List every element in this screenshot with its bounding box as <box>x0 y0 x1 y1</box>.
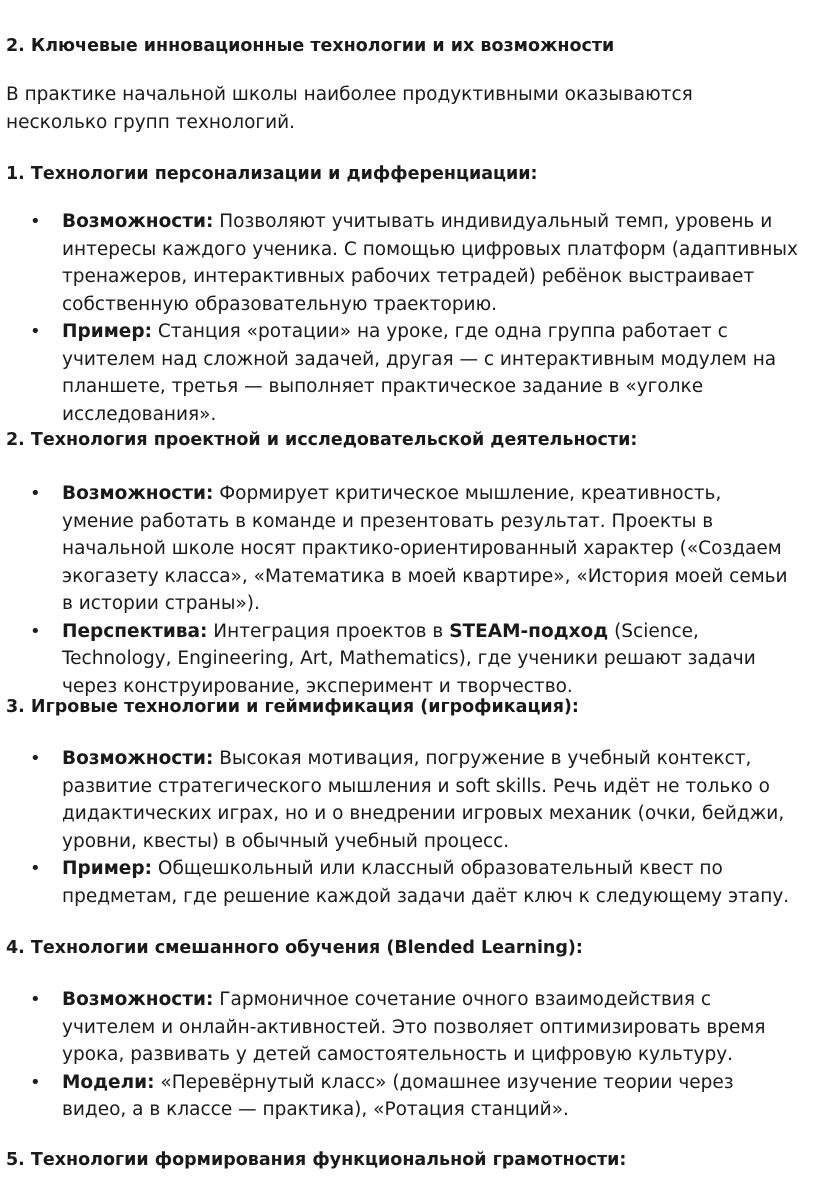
item-text: Позволяют учитывать индивидуальный темп, уровень и интересы каждого ученика. С помощью цифровых платформ (адаптивных тренажеров, интерактивных рабочих тетрадей) ребёнок выстраивает собственную образовательную траекторию. <box>62 211 798 315</box>
list-item <box>30 986 798 1069</box>
item-text: Формирует критическое мышление, креативность, умение работать в команде и презентовать результат. Проекты в начальной школе носят практико-ориентированный характер («Создаем экогазету класса», «Математика в моей квартире», «История моей семьи в истории страны»). <box>62 483 788 614</box>
section-3-list <box>30 745 798 910</box>
list-item <box>30 480 798 618</box>
list-item <box>30 1069 798 1124</box>
bullet-icon: • <box>30 211 41 232</box>
section-2-list <box>30 480 798 700</box>
intro-paragraph: В практике начальной школы наиболее продуктивными оказываются несколько групп технологий. <box>6 84 693 133</box>
item-label: Пример: <box>62 321 152 342</box>
item-label: Возможности: <box>62 483 214 504</box>
list-item <box>30 855 798 910</box>
bullet-icon: • <box>30 748 41 769</box>
list-item <box>30 318 798 428</box>
bullet-icon: • <box>30 1071 41 1093</box>
section-1-title: 1. Технологии персонализации и дифференциации: <box>6 164 538 184</box>
steam-term: STEAM-подход <box>449 620 609 642</box>
section-3-title: 3. Игровые технологии и геймификация (игрофикация): <box>6 697 579 717</box>
item-text: Общешкольный или классный образовательный квест по предметам, где решение каждой задачи даёт ключ к следующему этапу. <box>62 858 790 907</box>
list-item <box>30 208 798 318</box>
item-label: Возможности: <box>62 211 214 232</box>
section-4-list <box>30 986 798 1124</box>
bullet-icon: • <box>30 321 41 342</box>
item-text: «Перевёрнутый класс» (домашнее изучение теории через видео, а в классе — практика), «Ротация станций». <box>62 1071 734 1120</box>
section-2-title: 2. Технология проектной и исследовательской деятельности: <box>6 430 638 450</box>
item-text: (Science, Technology, Engineering, Art, Mathematics), где ученики решают задачи через конструирование, эксперимент и творчество. <box>62 620 756 697</box>
bullet-icon: • <box>30 620 41 642</box>
item-text: Интеграция проектов в <box>207 620 450 642</box>
item-label: Возможности: <box>62 989 214 1010</box>
item-label: Модели: <box>62 1071 155 1093</box>
item-label: Перспектива: <box>62 620 208 642</box>
list-item <box>30 618 798 701</box>
item-label: Возможности: <box>62 748 214 769</box>
item-label: Пример: <box>62 858 152 879</box>
bullet-icon: • <box>30 858 41 879</box>
section-5-title: 5. Технологии формирования функциональной грамотности: <box>6 1150 627 1170</box>
item-text: Высокая мотивация, погружение в учебный контекст, развитие стратегического мышления и soft skills. Речь идёт не только о дидактических играх, но и о внедрении игровых механик (очки, бейджи, уровни, квесты) в обычный учебный процесс. <box>62 748 785 852</box>
section-1-list <box>30 208 798 428</box>
main-heading: 2. Ключевые инновационные технологии и их возможности <box>6 36 615 56</box>
bullet-icon: • <box>30 483 41 504</box>
section-4-title: 4. Технологии смешанного обучения (Blended Learning): <box>6 938 583 958</box>
bullet-icon: • <box>30 989 41 1010</box>
item-text: Гармоничное сочетание очного взаимодействия с учителем и онлайн-активностей. Это позволяет оптимизировать время урока, развивать у детей самостоятельность и цифровую культуру. <box>62 989 766 1065</box>
item-text: Станция «ротации» на уроке, где одна группа работает с учителем над сложной задачей, другая — с интерактивным модулем на планшете, третья — выполняет практическое задание в «уголке исследования». <box>62 321 777 425</box>
list-item <box>30 745 798 855</box>
